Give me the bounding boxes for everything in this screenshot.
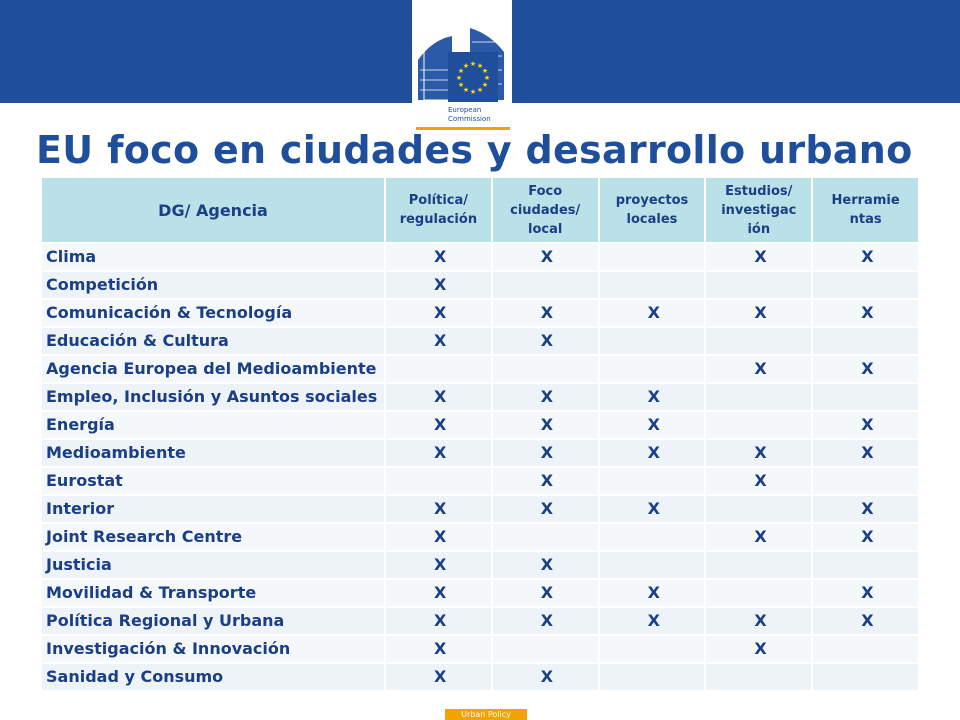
row-mark: X xyxy=(705,299,812,327)
header-dg-agencia: DG/ Agencia xyxy=(41,177,385,243)
row-mark: X xyxy=(705,467,812,495)
svg-text:★: ★ xyxy=(476,62,484,70)
row-mark: X xyxy=(385,523,492,551)
row-mark xyxy=(812,383,919,411)
svg-text:★: ★ xyxy=(462,62,470,70)
row-mark: X xyxy=(492,439,599,467)
row-mark: X xyxy=(812,607,919,635)
row-mark: X xyxy=(492,467,599,495)
row-name: Justicia xyxy=(41,551,385,579)
row-name: Movilidad & Transporte xyxy=(41,579,385,607)
row-mark xyxy=(812,663,919,691)
table-row xyxy=(41,523,919,551)
row-mark: X xyxy=(492,411,599,439)
row-mark xyxy=(705,271,812,299)
svg-text:★: ★ xyxy=(457,81,465,89)
row-mark: X xyxy=(599,383,706,411)
table-row xyxy=(41,467,919,495)
row-name: Interior xyxy=(41,495,385,523)
row-mark: X xyxy=(492,663,599,691)
row-mark: X xyxy=(492,243,599,271)
table-row xyxy=(41,607,919,635)
row-mark: X xyxy=(385,383,492,411)
row-mark xyxy=(705,495,812,523)
row-mark xyxy=(705,551,812,579)
row-name: Empleo, Inclusión y Asuntos sociales xyxy=(41,383,385,411)
european-commission-logo xyxy=(412,0,512,132)
row-mark: X xyxy=(705,523,812,551)
row-mark xyxy=(812,551,919,579)
row-mark: X xyxy=(385,299,492,327)
row-mark xyxy=(705,663,812,691)
dg-agency-table xyxy=(40,176,920,692)
svg-text:★: ★ xyxy=(481,81,489,89)
row-mark xyxy=(599,523,706,551)
row-mark xyxy=(705,383,812,411)
row-name: Comunicación & Tecnología xyxy=(41,299,385,327)
row-name: Medioambiente xyxy=(41,439,385,467)
table-row xyxy=(41,299,919,327)
row-name: Clima xyxy=(41,243,385,271)
row-name: Educación & Cultura xyxy=(41,327,385,355)
table-row xyxy=(41,635,919,663)
header-herramientas: Herramie ntas xyxy=(812,177,919,243)
svg-text:★: ★ xyxy=(483,74,491,82)
row-mark xyxy=(599,271,706,299)
row-mark: X xyxy=(492,299,599,327)
row-mark xyxy=(705,327,812,355)
table-row xyxy=(41,551,919,579)
row-mark: X xyxy=(385,327,492,355)
header-foco: Foco ciudades/ local xyxy=(492,177,599,243)
row-mark: X xyxy=(599,495,706,523)
table-row xyxy=(41,411,919,439)
row-mark: X xyxy=(385,243,492,271)
row-mark: X xyxy=(492,495,599,523)
row-mark xyxy=(812,327,919,355)
row-mark: X xyxy=(599,579,706,607)
logo-line2: Commission xyxy=(448,115,491,123)
table-row xyxy=(41,495,919,523)
table-row xyxy=(41,383,919,411)
row-name: Eurostat xyxy=(41,467,385,495)
row-mark xyxy=(492,355,599,383)
row-mark: X xyxy=(385,607,492,635)
svg-text:★: ★ xyxy=(481,67,489,75)
row-mark: X xyxy=(705,607,812,635)
row-mark: X xyxy=(812,579,919,607)
header-row xyxy=(41,177,919,243)
row-name: Política Regional y Urbana xyxy=(41,607,385,635)
row-mark: X xyxy=(492,327,599,355)
row-mark: X xyxy=(492,579,599,607)
page-title: EU foco en ciudades y desarrollo urbano xyxy=(36,128,913,172)
row-mark: X xyxy=(705,355,812,383)
row-name: Sanidad y Consumo xyxy=(41,663,385,691)
row-mark: X xyxy=(599,411,706,439)
row-mark: X xyxy=(385,663,492,691)
logo-line1: European xyxy=(448,106,482,114)
row-mark xyxy=(705,579,812,607)
row-mark: X xyxy=(705,635,812,663)
row-mark xyxy=(385,355,492,383)
svg-text:★: ★ xyxy=(469,88,477,96)
row-mark: X xyxy=(599,299,706,327)
row-mark: X xyxy=(385,271,492,299)
row-mark: X xyxy=(812,299,919,327)
row-name: Joint Research Centre xyxy=(41,523,385,551)
table-body xyxy=(41,243,919,691)
row-mark xyxy=(812,271,919,299)
row-mark xyxy=(385,467,492,495)
row-name: Investigación & Innovación xyxy=(41,635,385,663)
row-mark: X xyxy=(385,635,492,663)
header-estudios: Estudios/ investigac ión xyxy=(705,177,812,243)
row-mark: X xyxy=(812,243,919,271)
row-mark: X xyxy=(705,439,812,467)
row-mark xyxy=(705,411,812,439)
row-mark: X xyxy=(599,607,706,635)
row-mark xyxy=(492,635,599,663)
row-mark: X xyxy=(492,383,599,411)
row-mark: X xyxy=(812,355,919,383)
row-mark: X xyxy=(492,607,599,635)
row-name: Energía xyxy=(41,411,385,439)
row-mark: X xyxy=(385,411,492,439)
row-mark xyxy=(599,635,706,663)
svg-text:★: ★ xyxy=(476,86,484,94)
table-row xyxy=(41,579,919,607)
row-mark: X xyxy=(385,439,492,467)
footer-tag: Urban Policy xyxy=(445,709,527,720)
row-mark xyxy=(492,523,599,551)
row-mark xyxy=(599,663,706,691)
row-mark xyxy=(599,243,706,271)
row-mark xyxy=(599,355,706,383)
table-row xyxy=(41,663,919,691)
svg-text:★: ★ xyxy=(469,60,477,68)
table-row xyxy=(41,271,919,299)
row-name: Agencia Europea del Medioambiente xyxy=(41,355,385,383)
row-mark xyxy=(492,271,599,299)
row-mark: X xyxy=(812,439,919,467)
row-mark xyxy=(812,467,919,495)
svg-text:★: ★ xyxy=(462,86,470,94)
table-row xyxy=(41,355,919,383)
svg-text:★: ★ xyxy=(455,74,463,82)
row-mark: X xyxy=(812,411,919,439)
row-mark: X xyxy=(599,439,706,467)
row-mark: X xyxy=(812,523,919,551)
table-row xyxy=(41,327,919,355)
row-mark xyxy=(599,327,706,355)
row-mark: X xyxy=(705,243,812,271)
table-row xyxy=(41,243,919,271)
header-proyectos: proyectos locales xyxy=(599,177,706,243)
row-mark xyxy=(599,551,706,579)
row-mark: X xyxy=(385,579,492,607)
row-mark xyxy=(599,467,706,495)
row-mark xyxy=(812,635,919,663)
row-mark: X xyxy=(812,495,919,523)
svg-text:★: ★ xyxy=(457,67,465,75)
table-row xyxy=(41,439,919,467)
row-mark: X xyxy=(492,551,599,579)
row-mark: X xyxy=(385,551,492,579)
row-name: Competición xyxy=(41,271,385,299)
header-politica: Política/ regulación xyxy=(385,177,492,243)
row-mark: X xyxy=(385,495,492,523)
